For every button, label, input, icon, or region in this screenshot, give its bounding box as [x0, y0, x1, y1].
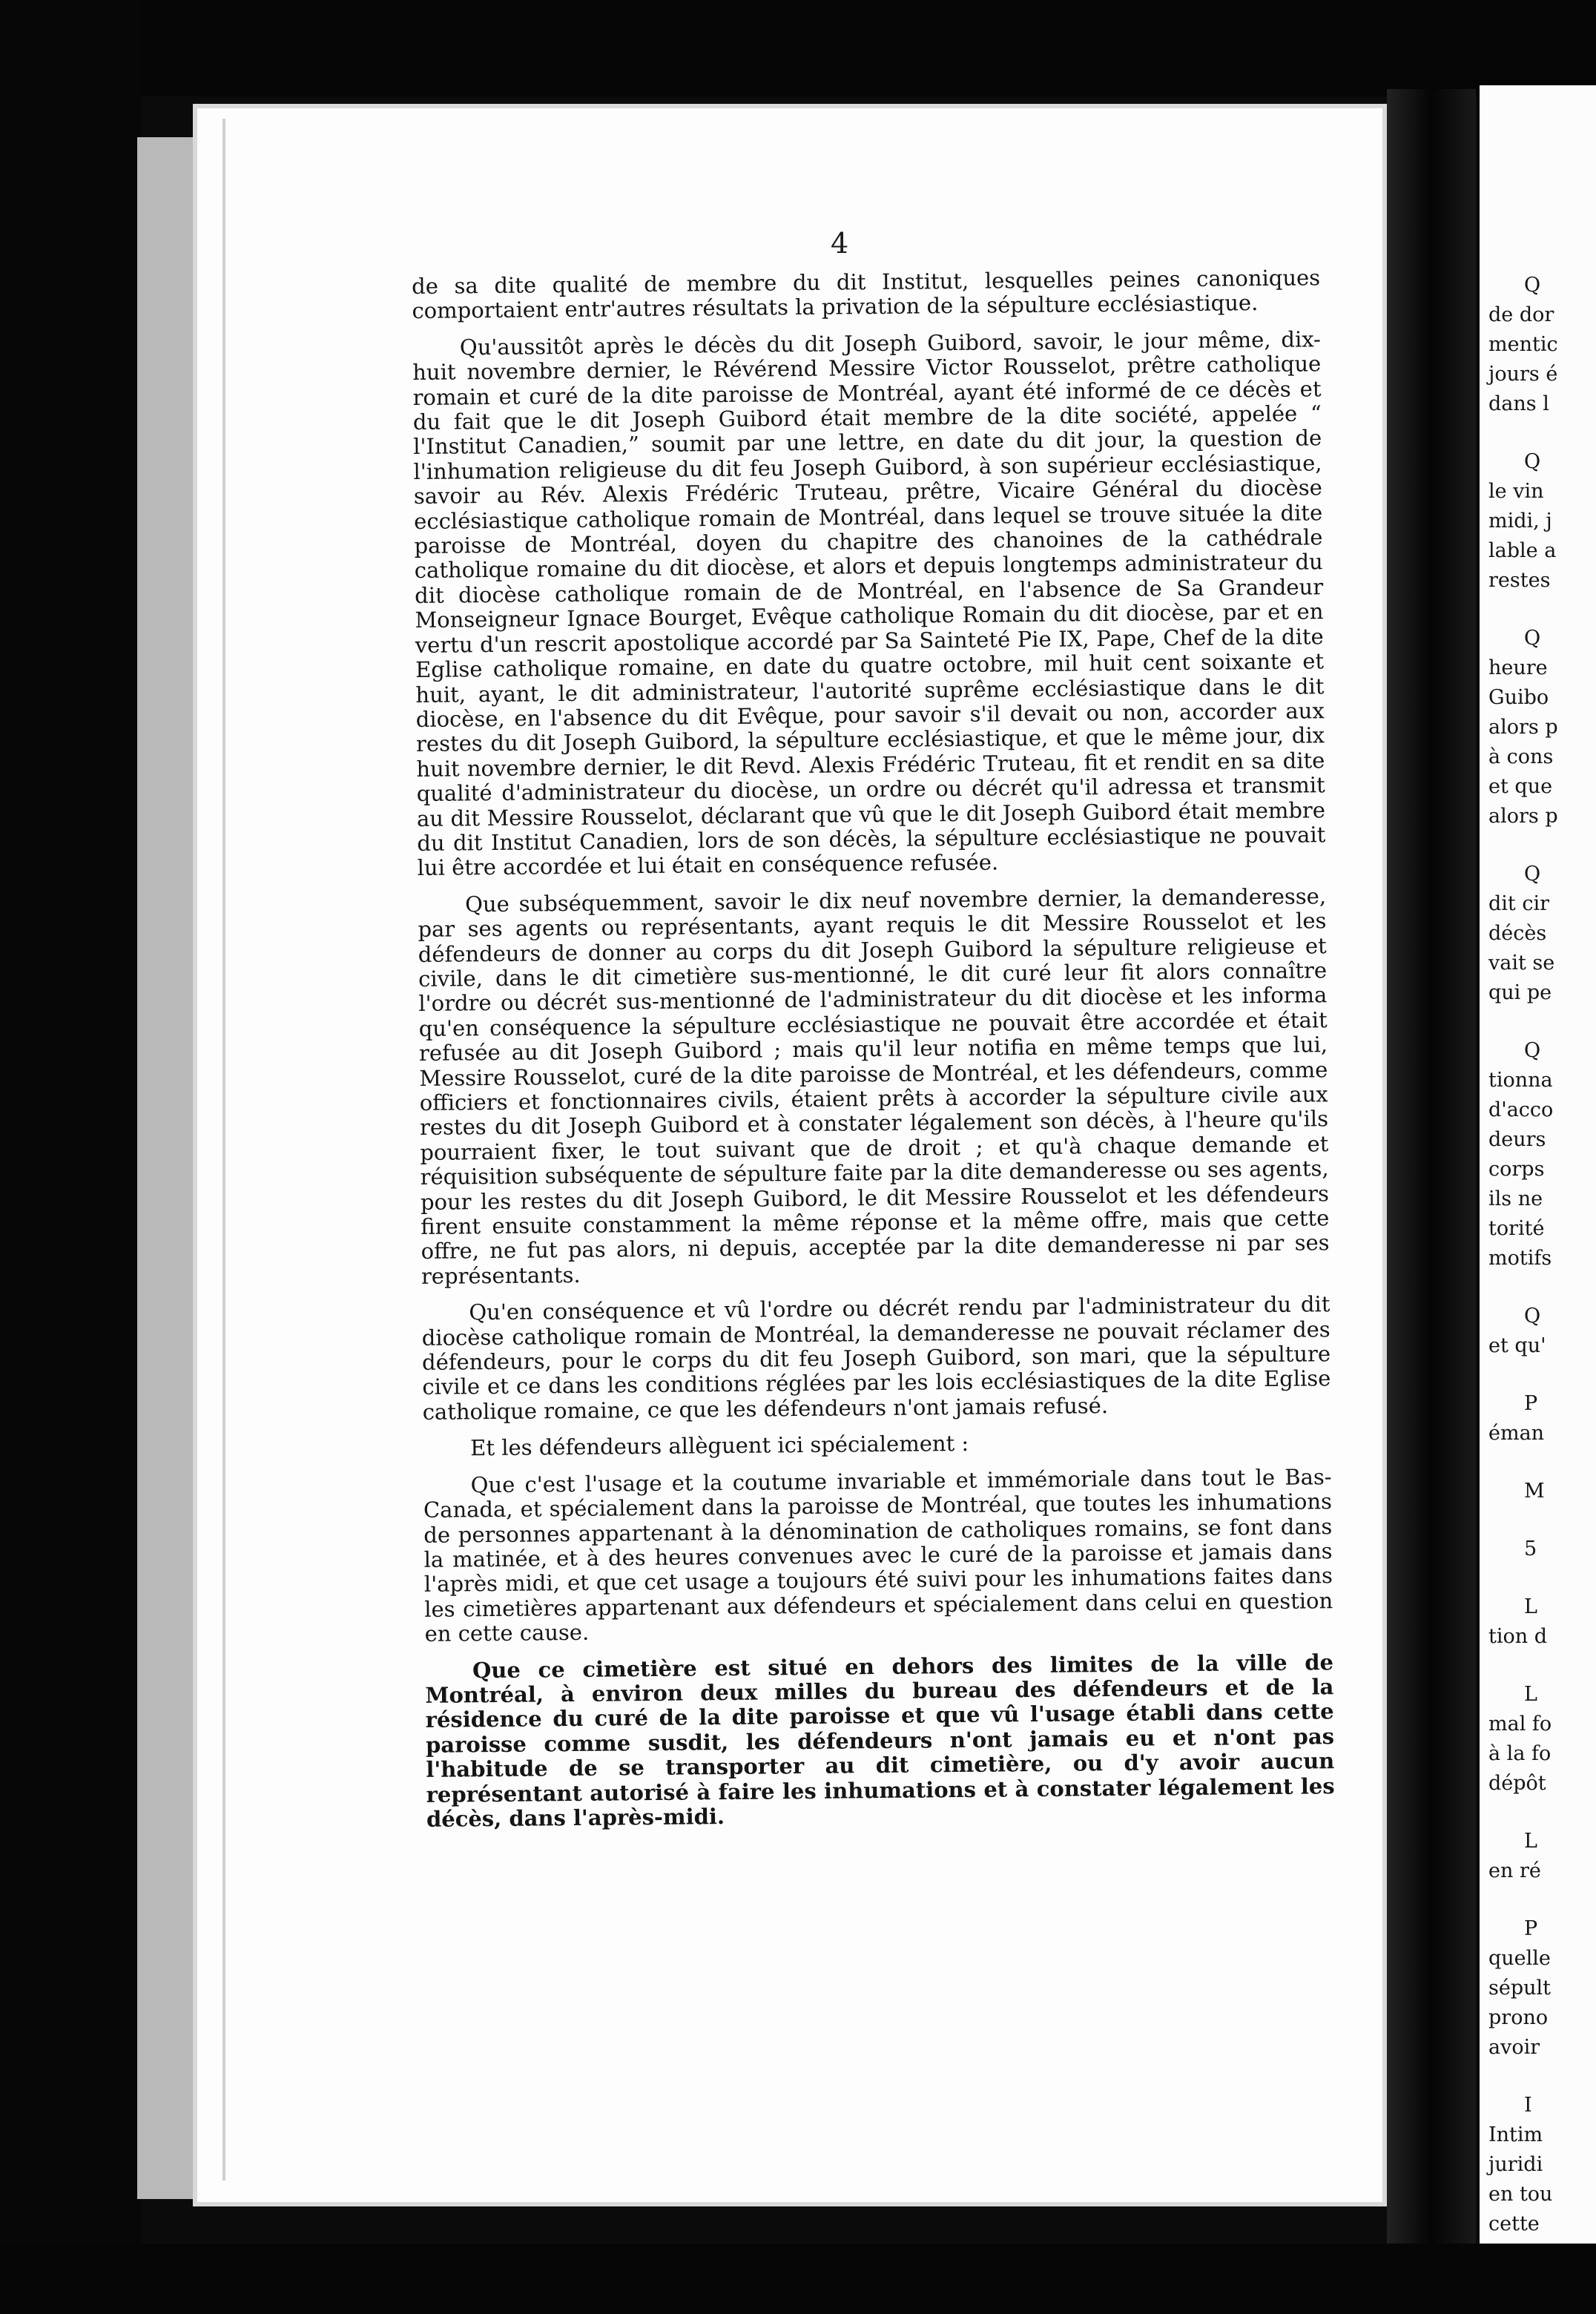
facing-page-line: juridi [1488, 2153, 1543, 2176]
facing-page-line: à cons [1488, 745, 1554, 768]
facing-page-line: cette [1488, 2212, 1540, 2235]
paragraph-gap [1488, 2063, 1596, 2091]
paragraph: Que subséquemment, savoir le dix neuf novembre dernier, la demanderesse, par ses agents ou représentants, ayant requis le dit Messire Rousselot et les défendeurs de donner au corps du dit Joseph Guibord la sépulture religieuse et civile, dans le dit cimetière sus-mentionné, le dit curé leur fit alors connaître l'ordre ou décrét sus-mentionné de l'administrateur du dit diocèse et les informa qu'en conséquence la sépulture ecclésiastique ne pouvait être accordée et était refusée au dit Joseph Guibord ; mais qu'il leur notifia en même temps que lui, Messire Rousselot, curé de la dite paroisse de Montréal, et les défendeurs, comme officiers et fonctionnaires civils, étaient prêts à accorder la sépulture civile aux restes du dit Joseph Guibord et à constater légalement son décès, à l'heure qu'ils pourraient fixer, le tout suivant que de droit ; et qu'à chaque demande et réquisition subséquente de sépulture faite par la dite demanderesse ou ses agents, pour les restes du dit Joseph Guibord, le dit Messire Rousselot et les défendeurs firent ensuite constamment la même réponse et la même offre, mais que cette offre, ne fut pas alors, ni depuis, acceptée par la dite demanderesse ni par ses représentants. [418, 883, 1330, 1289]
facing-page-line: L [1524, 1595, 1537, 1618]
facing-page-line: deurs [1488, 1128, 1546, 1151]
facing-page-line: d'acco [1488, 1098, 1554, 1121]
facing-page-line: alors p [1488, 716, 1558, 739]
facing-page-line: I [1524, 2094, 1532, 2117]
facing-page-line: de dor [1488, 303, 1554, 326]
facing-page-line: L [1524, 1683, 1537, 1706]
body-text [412, 266, 1338, 2143]
facing-page-line: dépôt [1488, 1772, 1546, 1795]
paragraph: Et les défendeurs allèguent ici spécialement : [470, 1431, 969, 1461]
facing-page-line: dit cir [1488, 892, 1550, 915]
facing-page-line: torité [1488, 1217, 1545, 1240]
facing-page-line: Q [1524, 274, 1541, 297]
facing-page-line: P [1524, 1392, 1538, 1415]
paragraph-gap [1488, 1799, 1596, 1827]
page-edge-line [222, 119, 225, 2180]
paragraph: Qu'aussitôt après le décès du dit Joseph Guibord, savoir, le jour même, dix-huit novembre dernier, le Révérend Messire Victor Rousselot, prêtre catholique romain et curé de la dite paroisse de Montréal, ayant été informé de ce décès et du fait que le dit Joseph Guibord était membre de la dite société, appelée “ l'Institut Canadien,” soumit par une lettre, en date du dit jour, la question de l'inhumation religieuse du dit feu Joseph Guibord, à son supérieur ecclésiastique, savoir au Rév. Alexis Frédéric Truteau, prêtre, Vicaire Général du diocèse ecclésiastique catholique romain de Montréal, dans lequel se trouve située la dite paroisse de Montréal, doyen du chapitre des chanoines de la cathédrale catholique romaine du dit diocèse, et alors et depuis longtemps administrateur du dit diocèse catholique romain de de Montréal, en l'absence de Sa Grandeur Monseigneur Ignace Bourget, Evêque catholique Romain du dit diocèse, par et en vertu d'un rescrit apostolique accordé par Sa Sainteté Pie IX, Pape, Chef de la dite Eglise catholique romaine, en date du quatre octobre, mil huit cent soixante et huit, ayant, le dit administrateur, l'autorité suprême ecclésiastique dans le dit diocèse, en l'absence du dit Evêque, pour savoir s'il devait ou non, accorder aux restes du dit Joseph Guibord, la sépulture ecclésiastique, et que le même jour, dix huit novembre dernier, le dit Revd. Alexis Frédéric Truteau, fit et rendit en sa dite qualité d'administrateur du diocèse, un ordre ou décrét qu'il adressa et transmit au dit Messire Rousselot, déclarant que vû que le dit Joseph Guibord était membre du dit Institut Canadien, lors de son décès, la sépulture ecclésiastique ne pouvait lui être accordée et lui était en conséquence refusée. [412, 326, 1326, 881]
facing-page-line: Q [1524, 450, 1541, 473]
facing-page-line: restes [1488, 569, 1551, 592]
facing-page-line: prono [1488, 2006, 1549, 2029]
paragraph: Que c'est l'usage et la coutume invariable et immémoriale dans tout le Bas-Canada, et spécialement dans la paroisse de Montréal, que toutes les inhumations de personnes appartenant à la dénomination de catholiques romains, se font dans la matinée, et à des heures convenues avec le curé de la paroisse et jamais dans l'après midi, et que cet usage a toujours été suivi pour les inhumations faites dans les cimetières appartenant aux défendeurs et spécialement dans celui en question en cette cause. [423, 1463, 1333, 1647]
facing-page-line: Q [1524, 1305, 1541, 1328]
paragraph-gap [1488, 1652, 1596, 1680]
scan-border-left [0, 0, 141, 2314]
paragraph-gap [1488, 831, 1596, 860]
facing-page-line: Q [1524, 627, 1541, 650]
facing-page-line: heure [1488, 656, 1548, 679]
facing-page-line: Q [1524, 1039, 1541, 1062]
book-gutter [1387, 89, 1476, 2244]
facing-page-line: le vin [1488, 480, 1544, 503]
paragraph: Que ce cimetière est situé en dehors des limites de la ville de Montréal, à environ deux milles du bureau des défendeurs et de la résidence du curé de la dite paroisse et que vû l'usage établi dans cette paroisse comme susdit, les défendeurs n'ont jamais eu et n'ont pas l'habitude de se transporter au dit cimetière, ou d'y avoir aucun représentant autorisé à faire les inhumations et à constater légalement les décès, dans l'après-midi. [425, 1649, 1335, 1832]
facing-page-line: en ré [1488, 1859, 1541, 1882]
facing-page-line: et que [1488, 775, 1553, 798]
paragraph-gap [1488, 419, 1596, 447]
facing-page-line: mentic [1488, 333, 1558, 356]
facing-page-line: ils ne [1488, 1187, 1543, 1210]
facing-page-line: motifs [1488, 1247, 1552, 1270]
facing-page-line: L [1524, 1830, 1537, 1853]
facing-page-line: dans l [1488, 392, 1549, 415]
facing-page-line: alors p [1488, 805, 1558, 828]
facing-page-line: tionna [1488, 1069, 1553, 1092]
facing-page-line: tion d [1488, 1625, 1547, 1648]
facing-page-line: avoir [1488, 2036, 1540, 2059]
paragraph: Qu'en conséquence et vû l'ordre ou décrét rendu par l'administrateur du dit diocèse catholique romain de Montréal, la demanderesse ne pouvait réclamer des défendeurs, pour le corps du dit feu Joseph Guibord, son mari, que la sépulture civile et ce dans les conditions réglées par les lois ecclésiastiques de la dite Eglise catholique romaine, ce que les défendeurs n'ont jamais refusé. [421, 1291, 1331, 1425]
facing-page-text [1488, 271, 1596, 2239]
paragraph-gap [1488, 1886, 1596, 1914]
paragraph-gap [1488, 596, 1596, 624]
paragraph-gap [1488, 1564, 1596, 1592]
paragraph: de sa dite qualité de membre du dit Institut, lesquelles peines canoniques comportaient entr'autres résultats la privation de la sépulture ecclésiastique. [411, 265, 1321, 324]
paragraph-gap [1488, 1506, 1596, 1535]
facing-page-line: jours é [1488, 363, 1558, 386]
scan-border-top [0, 0, 1596, 96]
paragraph-gap [1488, 1361, 1596, 1389]
paragraph-gap [1488, 1008, 1596, 1036]
paragraph-gap [1488, 1273, 1596, 1302]
facing-page-line: sépult [1488, 1977, 1551, 2000]
facing-page [1480, 85, 1596, 2244]
facing-page-line: M [1524, 1480, 1545, 1503]
facing-page-line: Intim [1488, 2123, 1543, 2146]
facing-page-line: Guibo [1488, 686, 1549, 709]
page-number: 4 [831, 227, 849, 260]
facing-page-line: à la fo [1488, 1742, 1552, 1765]
facing-page-line: éman [1488, 1422, 1545, 1445]
facing-page-line: midi, j [1488, 510, 1552, 533]
facing-page-line: P [1524, 1917, 1538, 1940]
facing-page-line: 5 [1524, 1537, 1537, 1560]
paragraph-gap [1488, 1448, 1596, 1477]
facing-page-line: quelle [1488, 1947, 1551, 1970]
facing-page-line: en tou [1488, 2183, 1553, 2206]
facing-page-line: corps [1488, 1158, 1545, 1181]
facing-page-line: vait se [1488, 952, 1555, 975]
facing-page-line: lable a [1488, 539, 1557, 562]
facing-page-line: décès [1488, 922, 1547, 945]
scan-border-bottom [0, 2244, 1596, 2314]
facing-page-line: et qu' [1488, 1334, 1546, 1357]
facing-page-line: mal fo [1488, 1713, 1552, 1736]
facing-page-line: qui pe [1488, 981, 1552, 1004]
facing-page-line: Q [1524, 863, 1541, 886]
